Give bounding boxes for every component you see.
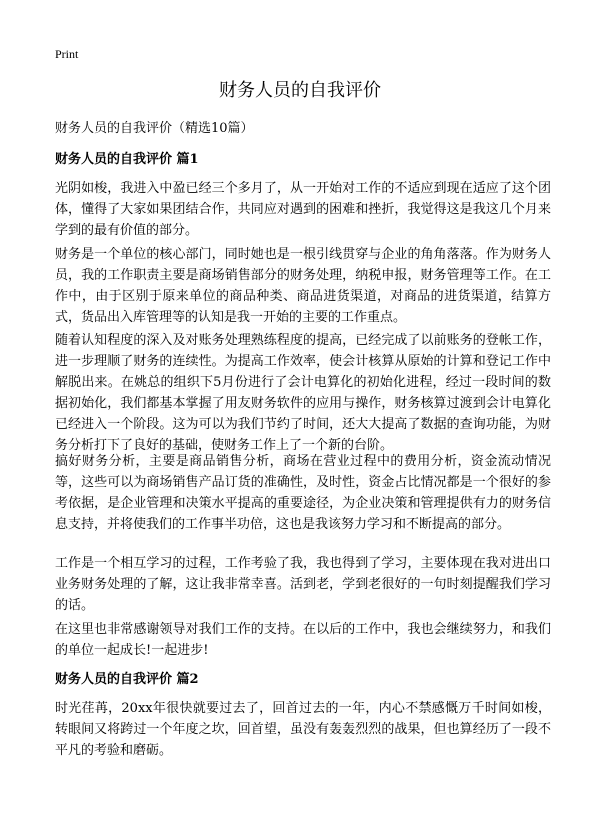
document-subtitle: 财务人员的自我评价（精选10篇） (55, 121, 254, 136)
paragraph-7: 时光荏苒，20xx年很快就要过去了，回首过去的一年，内心不禁感慨万千时间如梭，转眼间又将跨过一个年度之坎，回首望，虽没有轰轰烈烈的战果，但也算经历了一段不平凡的考验和磨砺。 (55, 701, 551, 758)
page-title: 财务人员的自我评价 (219, 80, 381, 101)
section-heading-1: 财务人员的自我评价 篇1 (55, 152, 199, 167)
section-heading-2: 财务人员的自我评价 篇2 (55, 672, 199, 687)
paragraph-1: 光阴如梭，我进入中盈已经三个多月了，从一开始对工作的不适应到现在适应了这个团体，懂得了大家如果团结合作，共同应对遇到的困难和挫折，我觉得这是我这几个月来学到的最有价值的部分。 (55, 181, 551, 238)
print-link[interactable]: Print (55, 47, 79, 61)
paragraph-5: 工作是一个相互学习的过程，工作考验了我，我也得到了学习，主要体现在我对进出口业务财务处理的了解，这让我非常幸喜。活到老，学到老很好的一句时刻提醒我们学习的话。 (55, 556, 551, 613)
paragraph-2: 财务是一个单位的核心部门，同时她也是一根引线贯穿与企业的角角落落。作为财务人员，我的工作职责主要是商场销售部分的财务处理，纳税申报，财务管理等工作。在工作中，由于区别于原来单位的商品种类、商品进货渠道，对商品的进货渠道，结算方式，货品出入库管理等的认知是我一开始的主要的工作重点。 (55, 247, 551, 325)
paragraph-6: 在这里也非常感谢领导对我们工作的支持。在以后的工作中，我也会继续努力，和我们的单位一起成长!一起进步! (55, 622, 551, 658)
paragraph-3: 随着认知程度的深入及对账务处理熟练程度的提高，已经完成了以前账务的登帐工作，进一步理顺了财务的连续性。为提高工作效率，使会计核算从原始的计算和登记工作中解脱出来。在姚总的组织下5月份进行了会计电算化的初始化进程，经过一段时间的数据初始化，我们都基本掌握了用友财务软件的应用与操作，财务核算过渡到会计电算化已经进入一个阶段。这为可以为我们节约了时间，还大大提高了数据的查询功能，为财务分析打下了良好的基础，使财务工作上了一个新的台阶。 (55, 333, 551, 453)
paragraph-4: 搞好财务分析，主要是商品销售分析，商场在营业过程中的费用分析，资金流动情况等，这些可以为商场销售产品订货的准确性，及时性，资金占比情况都是一个很好的参考依据，是企业管理和决策水平提高的重要途径，为企业决策和管理提供有力的财务信息支持，并将使我们的工作事半功倍，这也是我该努力学习和不断提高的部分。 (55, 454, 551, 532)
